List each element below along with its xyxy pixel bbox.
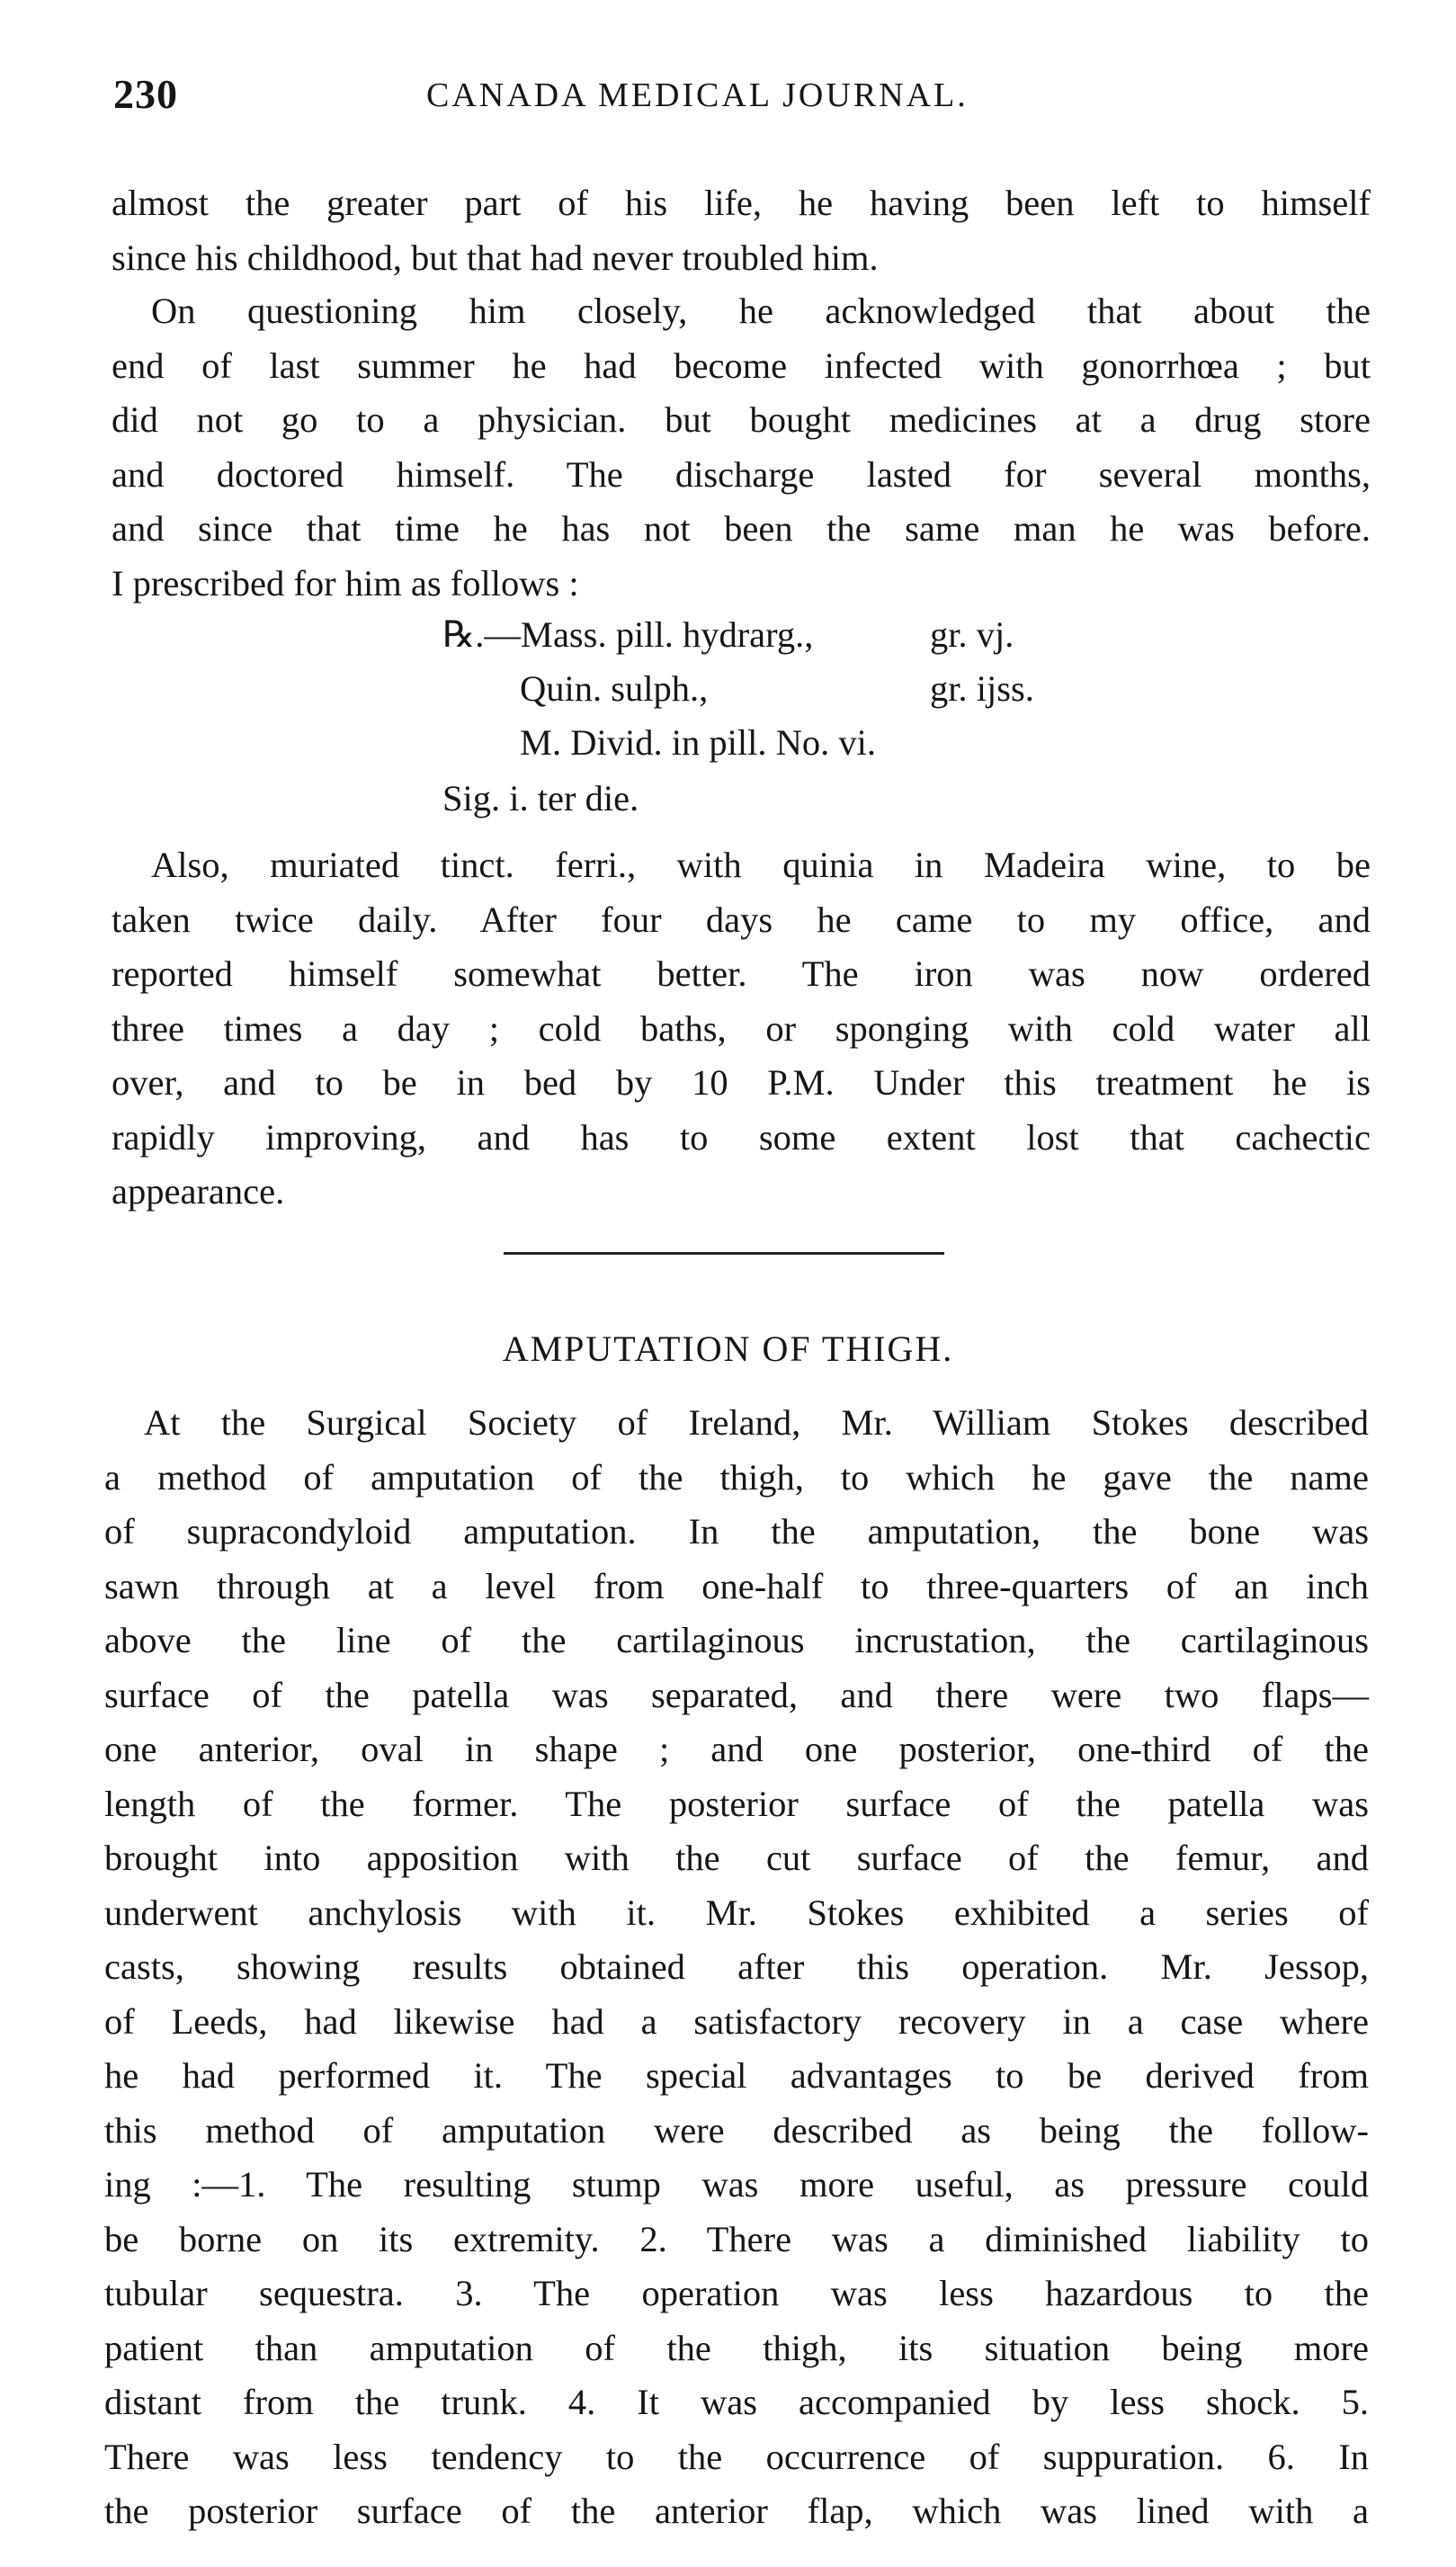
text-line: one anterior, oval in shape ; and one posterior, one-third of the — [104, 1729, 1369, 1769]
paragraph-amputation — [104, 1396, 1369, 2539]
prescription-dose-2: gr. ijss. — [930, 668, 1034, 709]
text-line: end of last summer he had become infected with gonorrhœa ; but — [112, 344, 1371, 386]
text-line: did not go to a physician. but bought medicines at a drug store — [112, 399, 1371, 440]
text-line: At the Surgical Society of Ireland, Mr. William Stokes described — [144, 1402, 1369, 1443]
text-line: taken twice daily. After four days he came to my office, and — [112, 899, 1371, 940]
prescription-line-3: M. Divid. in pill. No. vi. — [520, 722, 877, 763]
prescription-line-4: Sig. i. ter die. — [442, 778, 639, 818]
text-line: On questioning him closely, he acknowledged that about the — [151, 291, 1371, 331]
text-line: casts, showing results obtained after this operation. Mr. Jessop, — [104, 1946, 1369, 1987]
paragraph-history — [112, 284, 1371, 611]
text-line: and since that time he has not been the same man he was before. — [112, 508, 1371, 549]
prescription-line-1: ℞.—Mass. pill. hydrarg., — [442, 614, 814, 655]
text-line: tubular sequestra. 3. The operation was less hazardous to the — [104, 2273, 1369, 2313]
text-line: underwent anchylosis with it. Mr. Stokes exhibited a series of — [104, 1892, 1369, 1933]
page-number: 230 — [113, 71, 178, 117]
text-line: the posterior surface of the anterior flap, which was lined with a — [104, 2491, 1369, 2531]
text-line: rapidly improving, and has to some extent lost that cachectic — [112, 1116, 1371, 1158]
page-header — [113, 70, 1372, 133]
text-line: Also, muriated tinct. ferri., with quinia in Madeira wine, to be — [151, 845, 1371, 885]
text-line: I prescribed for him as follows : — [112, 562, 579, 604]
text-line: of supracondyloid amputation. In the amputation, the bone was — [104, 1511, 1369, 1552]
text-line: of Leeds, had likewise had a satisfactory recovery in a case where — [104, 2000, 1369, 2042]
paragraph-continued — [112, 176, 1371, 285]
text-line: ing :—1. The resulting stump was more useful, as pressure could — [104, 2164, 1369, 2205]
prescription-dose-1: gr. vj. — [930, 614, 1014, 655]
prescription-line-2: Quin. sulph., — [520, 668, 709, 709]
text-line: There was less tendency to the occurrence of suppuration. 6. In — [104, 2436, 1369, 2477]
text-line: since his childhood, but that had never troubled him. — [112, 237, 879, 278]
text-line: and doctored himself. The discharge lasted for several months, — [112, 453, 1371, 495]
text-line: over, and to be in bed by 10 P.M. Under this treatment he is — [112, 1062, 1371, 1103]
text-line: brought into apposition with the cut surface of the femur, and — [104, 1838, 1369, 1878]
running-head: CANADA MEDICAL JOURNAL. — [426, 76, 969, 114]
text-line: he had performed it. The special advantages to be derived from — [104, 2055, 1369, 2096]
text-line: distant from the trunk. 4. It was accompanied by less shock. 5. — [104, 2382, 1369, 2422]
text-line: be borne on its extremity. 2. There was a diminished liability to — [104, 2218, 1369, 2259]
text-line: length of the former. The posterior surface of the patella was — [104, 1783, 1369, 1824]
section-divider — [504, 1252, 944, 1255]
text-line: almost the greater part of his life, he having been left to himself — [112, 183, 1371, 223]
text-line: a method of amputation of the thigh, to which he gave the name — [104, 1456, 1369, 1498]
text-line: patient than amputation of the thigh, its situation being more — [104, 2327, 1369, 2368]
text-line: this method of amputation were described as being the follow- — [104, 2109, 1369, 2151]
text-line: appearance. — [112, 1171, 285, 1212]
text-line: above the line of the cartilaginous incrustation, the cartilaginous — [104, 1620, 1369, 1660]
section-heading: AMPUTATION OF THIGH. — [502, 1328, 954, 1369]
text-line: surface of the patella was separated, and there were two flaps— — [104, 1674, 1369, 1715]
paragraph-treatment — [112, 838, 1371, 1220]
text-line: three times a day ; cold baths, or sponging with cold water all — [112, 1007, 1371, 1049]
text-line: sawn through at a level from one-half to three-quarters of an inch — [104, 1565, 1369, 1606]
text-line: reported himself somewhat better. The iron was now ordered — [112, 953, 1371, 994]
